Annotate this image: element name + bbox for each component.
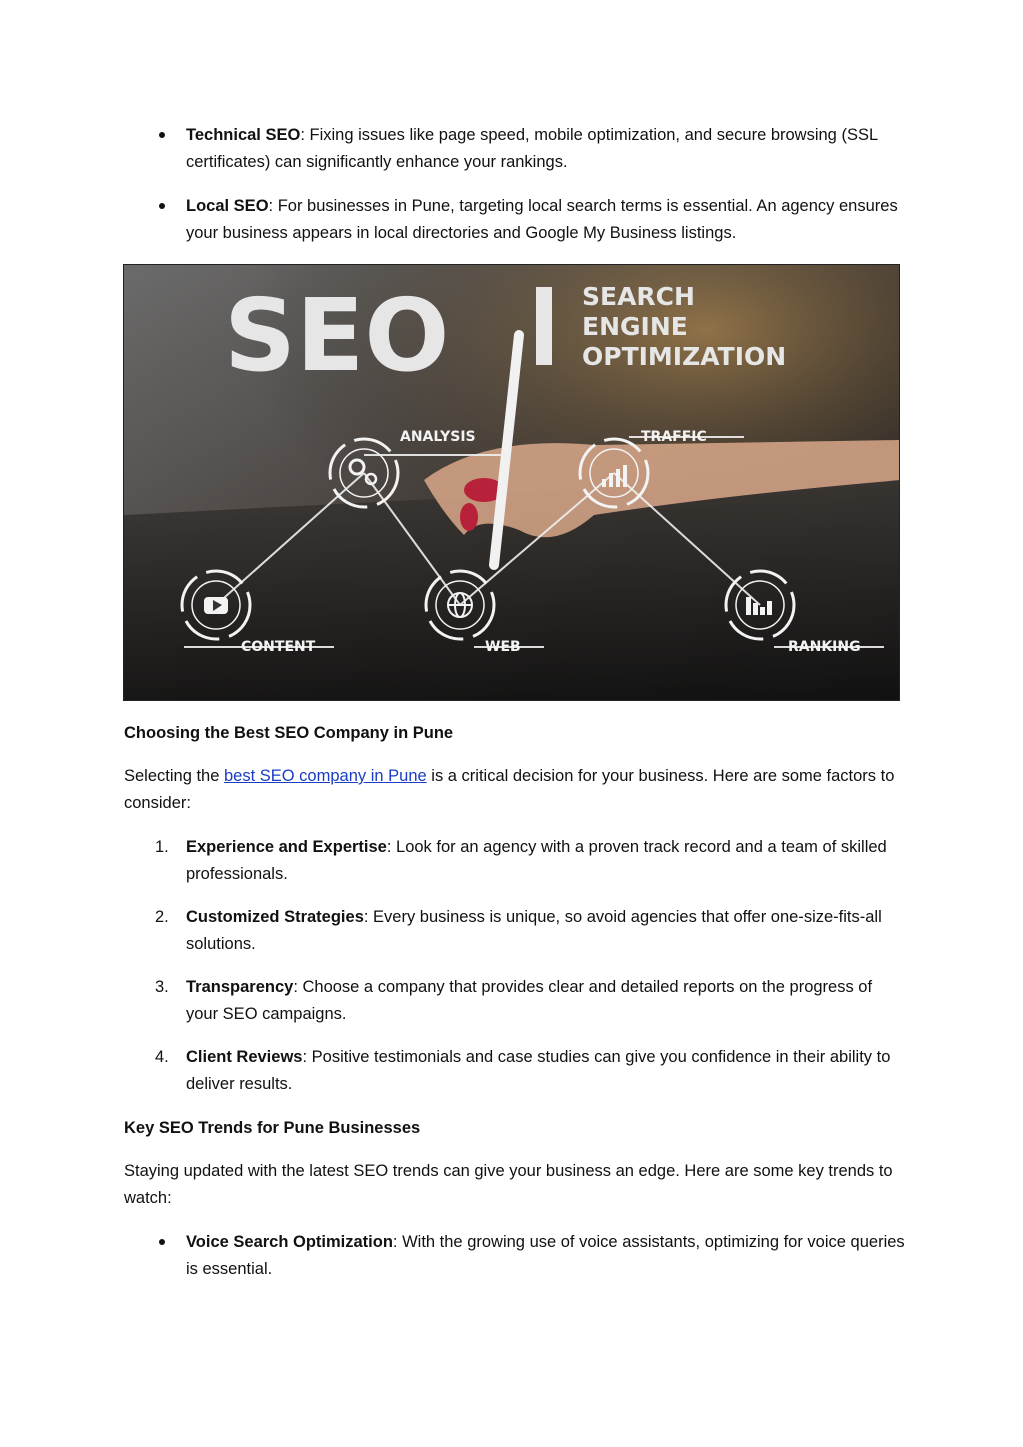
list-item-text: : Positive testimonials and case studies can give you confidence in their ability to deliver results. <box>186 1048 891 1093</box>
list-item-term: Client Reviews <box>186 1048 303 1066</box>
bullet-local-seo <box>186 193 906 247</box>
section2-intro: Staying updated with the latest SEO trends can give your business an edge. Here are some key trends to watch: <box>124 1162 893 1207</box>
list-item-text: : Look for an agency with a proven track record and a team of skilled professionals. <box>186 838 887 883</box>
bullet-text: : With the growing use of voice assistants, optimizing for voice queries is essential. <box>186 1233 905 1278</box>
list-number: 3. <box>155 978 169 996</box>
node-label-ranking: RANKING <box>788 639 861 655</box>
seo-side-line-1: SEARCH <box>582 282 695 311</box>
list-item-client-reviews <box>186 1044 906 1098</box>
bullet-technical-seo <box>186 122 906 176</box>
bullet-voice-search <box>186 1229 906 1283</box>
list-item-customized <box>186 904 906 958</box>
bullet-dot <box>159 1239 165 1245</box>
section1-intro <box>124 763 904 817</box>
list-item-term: Customized Strategies <box>186 908 364 926</box>
list-number: 1. <box>155 838 169 856</box>
list-item-transparency <box>186 974 906 1028</box>
intro-text-after: is a critical decision for your business. Here are some factors to consider: <box>124 767 895 812</box>
list-item-text: : Choose a company that provides clear and detailed reports on the progress of your SEO campaigns. <box>186 978 873 1023</box>
node-label-web: WEB <box>485 639 521 655</box>
list-number: 2. <box>155 908 169 926</box>
bullet-term: Technical SEO <box>186 126 301 144</box>
bullet-term: Local SEO <box>186 197 269 215</box>
bullet-text: : For businesses in Pune, targeting local search terms is essential. An agency ensures your business appears in local directories and Google My Business listings. <box>186 197 898 242</box>
bullet-dot <box>159 203 165 209</box>
bullet-text: : Fixing issues like page speed, mobile optimization, and secure browsing (SSL certificates) can significantly enhance your rankings. <box>186 126 878 171</box>
best-seo-company-link[interactable]: best SEO company in Pune <box>223 767 427 785</box>
bullet-dot <box>159 132 165 138</box>
intro-text-before: Selecting the <box>124 767 224 785</box>
list-item-experience <box>186 834 906 888</box>
section-heading-choosing: Choosing the Best SEO Company in Pune <box>124 724 454 742</box>
seo-side-line-2: ENGINE <box>582 312 688 341</box>
node-label-content: CONTENT <box>241 639 316 655</box>
list-item-text: : Every business is unique, so avoid agencies that offer one-size-fits-all solutions. <box>186 908 882 953</box>
list-number: 4. <box>155 1048 169 1066</box>
seo-big-text: SEO <box>224 277 450 394</box>
seo-side-line-3: OPTIMIZATION <box>582 342 787 371</box>
node-label-analysis: ANALYSIS <box>400 429 476 445</box>
section-heading-trends: Key SEO Trends for Pune Businesses <box>124 1119 421 1137</box>
seo-hero-image <box>123 264 900 701</box>
list-item-term: Transparency <box>186 978 294 996</box>
bullet-term: Voice Search Optimization <box>186 1233 393 1251</box>
node-label-traffic: TRAFFIC <box>641 429 707 445</box>
list-item-term: Experience and Expertise <box>186 838 387 856</box>
